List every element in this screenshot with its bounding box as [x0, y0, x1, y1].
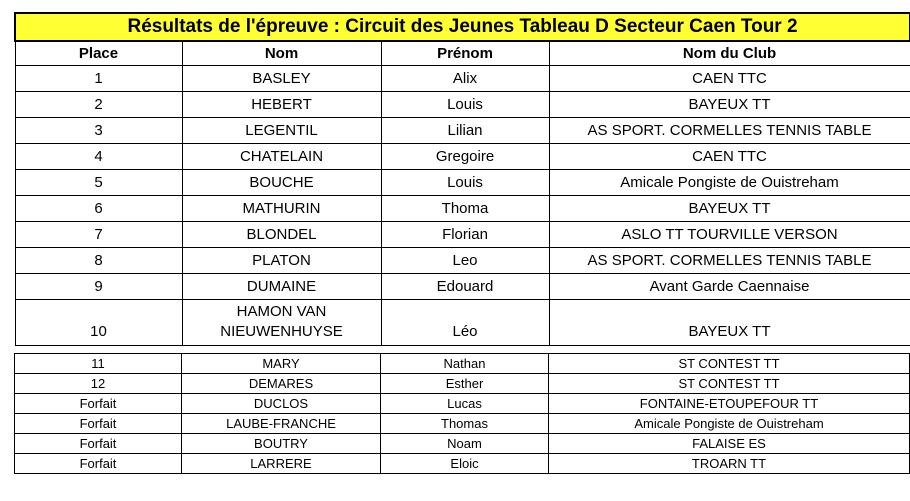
prenom-cell: Nathan	[381, 354, 549, 374]
place-cell: 9	[15, 274, 182, 300]
club-cell: ASLO TT TOURVILLE VERSON	[549, 222, 910, 248]
results-title: Résultats de l'épreuve : Circuit des Jeunes Tableau D Secteur Caen Tour 2	[15, 13, 910, 41]
table-row	[15, 354, 910, 374]
prenom-cell: Noam	[381, 434, 549, 454]
nom-cell: HEBERT	[182, 92, 381, 118]
place-cell: 7	[15, 222, 182, 248]
club-cell: AS SPORT. CORMELLES TENNIS TABLE	[549, 118, 910, 144]
results-table-secondary	[14, 353, 910, 474]
place-cell: 12	[15, 374, 182, 394]
club-cell: BAYEUX TT	[549, 92, 910, 118]
nom-cell: BASLEY	[182, 66, 381, 92]
place-cell: Forfait	[15, 454, 182, 474]
club-cell: CAEN TTC	[549, 144, 910, 170]
club-cell: ST CONTEST TT	[549, 354, 910, 374]
table-row	[15, 170, 910, 196]
prenom-cell: Louis	[381, 170, 549, 196]
table-row	[15, 144, 910, 170]
nom-cell: BOUCHE	[182, 170, 381, 196]
place-cell: 3	[15, 118, 182, 144]
table-row	[15, 434, 910, 454]
nom-cell: LAUBE-FRANCHE	[182, 414, 381, 434]
prenom-cell: Leo	[381, 248, 549, 274]
header-nom: Nom	[182, 41, 381, 66]
table-row	[15, 196, 910, 222]
place-cell: 4	[15, 144, 182, 170]
nom-cell: PLATON	[182, 248, 381, 274]
prenom-cell: Florian	[381, 222, 549, 248]
table-row	[15, 394, 910, 414]
nom-cell: BLONDEL	[182, 222, 381, 248]
nom-cell: HAMON VAN NIEUWENHUYSE	[182, 300, 381, 346]
results-table-main	[14, 12, 910, 346]
place-cell: Forfait	[15, 414, 182, 434]
club-cell: CAEN TTC	[549, 66, 910, 92]
club-cell: Avant Garde Caennaise	[549, 274, 910, 300]
header-place: Place	[15, 41, 182, 66]
table-row	[15, 300, 910, 346]
place-cell: 1	[15, 66, 182, 92]
nom-cell: LEGENTIL	[182, 118, 381, 144]
table-row	[15, 92, 910, 118]
table-row	[15, 274, 910, 300]
table-row	[15, 248, 910, 274]
nom-cell: CHATELAIN	[182, 144, 381, 170]
header-row	[15, 41, 910, 66]
table-row	[15, 374, 910, 394]
table-row	[15, 454, 910, 474]
nom-cell: MARY	[182, 354, 381, 374]
header-prenom: Prénom	[381, 41, 549, 66]
prenom-cell: Lucas	[381, 394, 549, 414]
club-cell: BAYEUX TT	[549, 300, 910, 346]
prenom-cell: Thoma	[381, 196, 549, 222]
prenom-cell: Alix	[381, 66, 549, 92]
table-row	[15, 222, 910, 248]
title-row	[15, 13, 910, 41]
place-cell: 5	[15, 170, 182, 196]
prenom-cell: Thomas	[381, 414, 549, 434]
place-cell: 10	[15, 300, 182, 346]
club-cell: TROARN TT	[549, 454, 910, 474]
nom-cell: BOUTRY	[182, 434, 381, 454]
table-row	[15, 66, 910, 92]
prenom-cell: Léo	[381, 300, 549, 346]
prenom-cell: Eloic	[381, 454, 549, 474]
nom-cell: DEMARES	[182, 374, 381, 394]
place-cell: Forfait	[15, 434, 182, 454]
header-club: Nom du Club	[549, 41, 910, 66]
place-cell: 11	[15, 354, 182, 374]
club-cell: FONTAINE-ETOUPEFOUR TT	[549, 394, 910, 414]
nom-cell: DUCLOS	[182, 394, 381, 414]
prenom-cell: Louis	[381, 92, 549, 118]
prenom-cell: Esther	[381, 374, 549, 394]
table-gap	[14, 346, 909, 353]
nom-cell: DUMAINE	[182, 274, 381, 300]
club-cell: FALAISE ES	[549, 434, 910, 454]
club-cell: BAYEUX TT	[549, 196, 910, 222]
prenom-cell: Gregoire	[381, 144, 549, 170]
place-cell: 8	[15, 248, 182, 274]
place-cell: 2	[15, 92, 182, 118]
place-cell: 6	[15, 196, 182, 222]
table-row	[15, 414, 910, 434]
prenom-cell: Edouard	[381, 274, 549, 300]
results-sheet	[14, 12, 909, 474]
club-cell: AS SPORT. CORMELLES TENNIS TABLE	[549, 248, 910, 274]
club-cell: Amicale Pongiste de Ouistreham	[549, 414, 910, 434]
table-row	[15, 118, 910, 144]
club-cell: Amicale Pongiste de Ouistreham	[549, 170, 910, 196]
place-cell: Forfait	[15, 394, 182, 414]
nom-cell: MATHURIN	[182, 196, 381, 222]
nom-cell: LARRERE	[182, 454, 381, 474]
club-cell: ST CONTEST TT	[549, 374, 910, 394]
prenom-cell: Lilian	[381, 118, 549, 144]
